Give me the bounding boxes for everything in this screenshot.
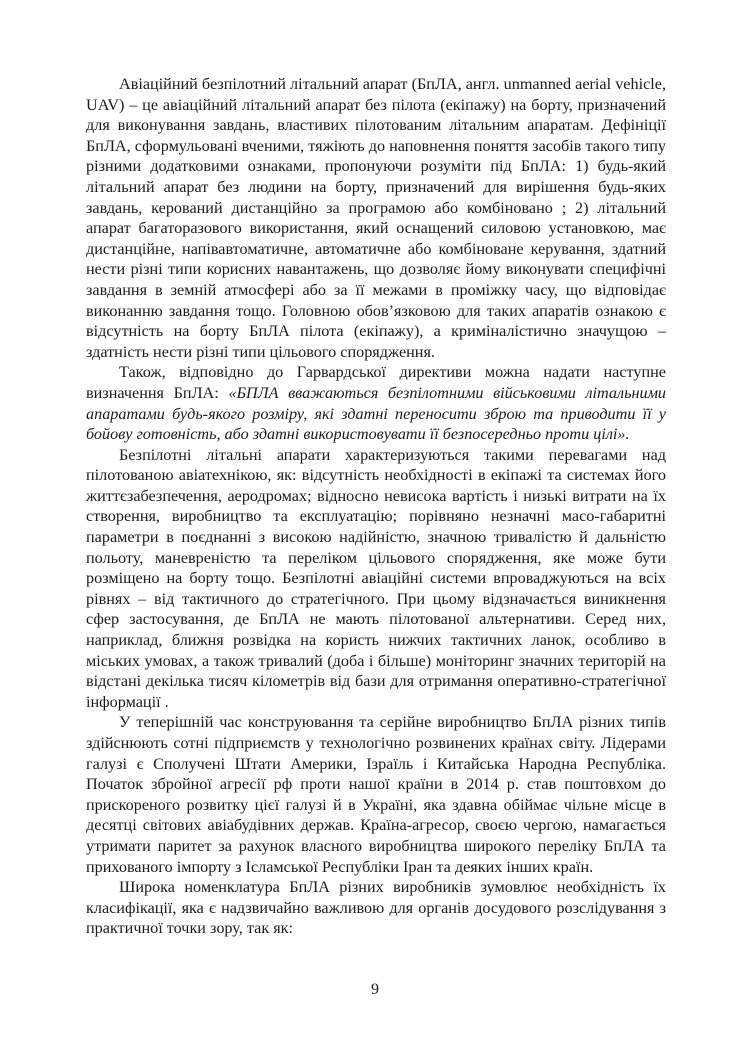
body-text [86, 74, 666, 939]
paragraph-uav-production: У теперішній час конструювання та серійне виробництво БпЛА різних типів здійснюють сотні підприємств у технологічно розвинених країнах світу. Лідерами галузі є Сполучені Штати Америки, Ізраїль і Китайська Народна Республіка. Початок збройної агресії рф проти нашої країни в 2014 р. став поштовхом до прискореного розвитку цієї галузі й в Україні, яка здавна обіймає чільне місце в десятці світових авіабудівних держав. Країна-агресор, своєю чергою, намагається утримати паритет за рахунок власного виробництва широкого переліку БпЛА та прихованого імпорту з Ісламської Республіки Іран та деяких інших країн. [86, 713, 666, 876]
paragraph-uav-classification: Широка номенклатура БпЛА різних виробників зумовлює необхідність їх класифікації, яка є надзвичайно важливою для органів досудового розслідування з практичної точки зору, так як: [86, 878, 666, 938]
harvard-quote: «БПЛА вважаються безпілотними військовими літальними апаратами будь-якого розміру, які здатні переносити зброю та приводити її у бойову готовність, або здатні використовувати її безпосередньо проти цілі». [86, 383, 666, 444]
page-number: 9 [371, 981, 379, 998]
paragraph-uav-advantages: Безпілотні літальні апарати характеризуються такими перевагами над пілотованою авіатехнікою, як: відсутність необхідності в екіпажі та системах його життєзабезпечення, аеродромах; відносно невисока вартість і низькі витрати на їх створення, виробництво та експлуатацію; порівняно незначні масо-габаритні параметри в поєднанні з високою надійністю, значною тривалістю й дальністю польоту, маневреністю та переліком цільового спорядження, яке може бути розміщено на борту тощо. Безпілотні авіаційні системи впроваджуються на всіх рівнях – від тактичного до стратегічного. При цьому відзначається виникнення сфер застосування, де БпЛА не мають пілотованої альтернативи. Серед них, наприклад, ближня розвідка на користь нижчих тактичних ланок, особливо в міських умовах, а також тривалий (доба і більше) моніторинг значних територій на відстані декілька тисяч кілометрів від бази для отримання оперативно-стратегічної інформації . [86, 445, 666, 711]
paragraph-uav-definition: Авіаційний безпілотний літальний апарат (БпЛА, англ. unmanned aerial vehicle, UAV) – це авіаційний літальний апарат без пілота (екіпажу) на борту, призначений для виконування завдань, властивих пілотованим літальним апаратам. Дефініції БпЛА, сформульовані вченими, тяжіють до наповнення поняття засобів такого типу різними додатковими ознаками, пропонуючи розуміти під БпЛА: 1) будь-який літальний апарат без людини на борту, призначений для вирішення будь-яких завдань, керований дистанційно за програмою або комбіновано ; 2) літальний апарат багаторазового використання, який оснащений силовою установкою, має дистанційне, напівавтоматичне, автоматичне або комбіноване керування, здатний нести різні типи корисних навантажень, що дозволяє йому виконувати специфічні завдання в земній атмосфері або за її межами в проміжку часу, що відповідає виконанню завдання тощо. Головною обов’язковою для таких апаратів ознакою є відсутність на борту БпЛА пілота (екіпажу), а криміналістично значущою – здатність нести різні типи цільового спорядження. [86, 75, 666, 361]
paragraph-harvard-directive: Також, відповідно до Гарвардської директиви можна надати наступне визначення БпЛА: «БПЛА вважаються безпілотними військовими літальними апаратами будь-якого розміру, які здатні переносити зброю та приводити її у бойову готовність, або здатні використовувати її безпосередньо проти цілі». [86, 363, 666, 444]
